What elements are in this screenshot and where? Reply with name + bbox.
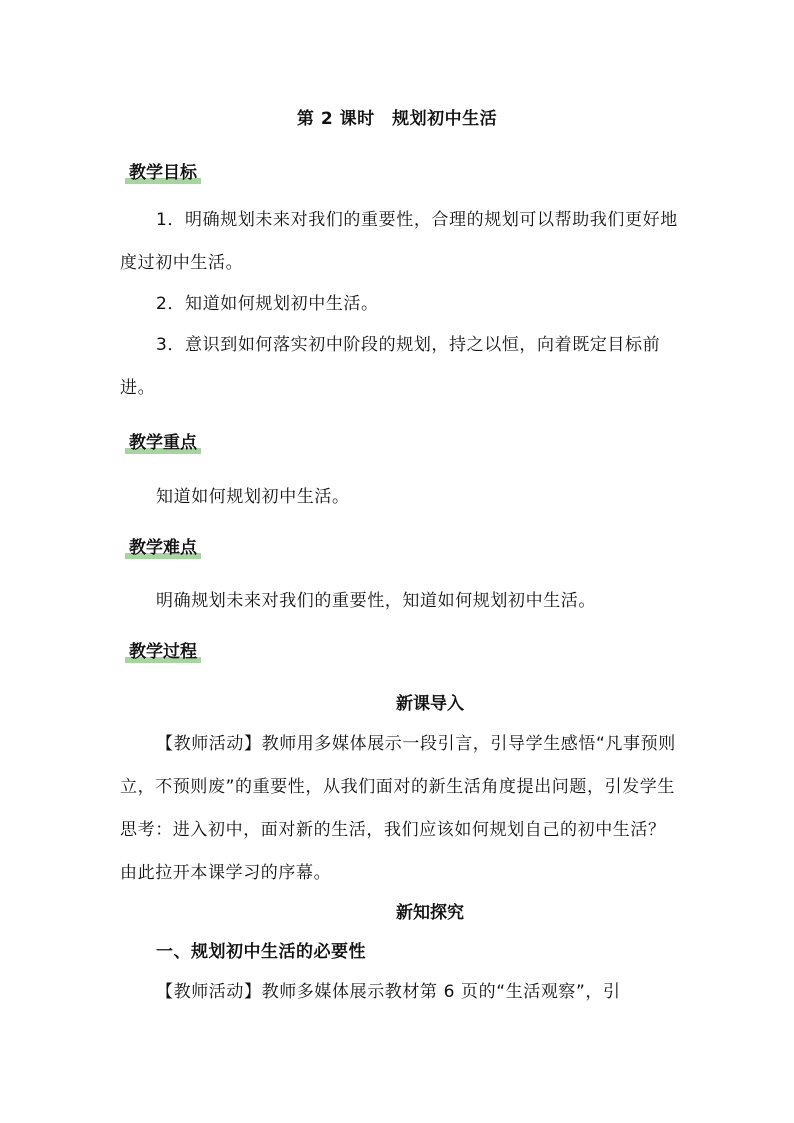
objective-item: 1．明确规划未来对我们的重要性，合理的规划可以帮助我们更好地度过初中生活。 [120, 210, 678, 273]
section-heading-difficulties: 教学难点 [125, 537, 201, 559]
section-heading-objectives: 教学目标 [125, 162, 201, 184]
part-one-heading: 一、规划初中生活的必要性 [156, 942, 366, 962]
objective-item: 2．知道如何规划初中生活。 [156, 294, 379, 314]
intro-heading: 新课导入 [396, 694, 464, 714]
key-points-text: 知道如何规划初中生活。 [156, 487, 350, 507]
section-heading-key-points: 教学重点 [125, 432, 201, 454]
part-one-paragraph: 【教师活动】教师多媒体展示教材第 6 页的“生活观察”，引 [156, 982, 621, 1002]
difficulties-text: 明确规划未来对我们的重要性，知道如何规划初中生活。 [156, 591, 596, 611]
section-heading-process: 教学过程 [125, 641, 201, 663]
intro-paragraph: 【教师活动】教师用多媒体展示一段引言，引导学生感悟“凡事预则立，不预则废”的重要性，从我们面对的新生活角度提出问题，引发学生思考：进入初中，面对新的生活，我们应该如何规划自己的初中生活？由此拉开本课学习的序幕。 [120, 734, 676, 883]
explore-heading: 新知探究 [396, 903, 464, 923]
page-title: 第 2 课时 规划初中生活 [296, 109, 498, 129]
objective-item: 3．意识到如何落实初中阶段的规划，持之以恒，向着既定目标前进。 [120, 335, 661, 398]
